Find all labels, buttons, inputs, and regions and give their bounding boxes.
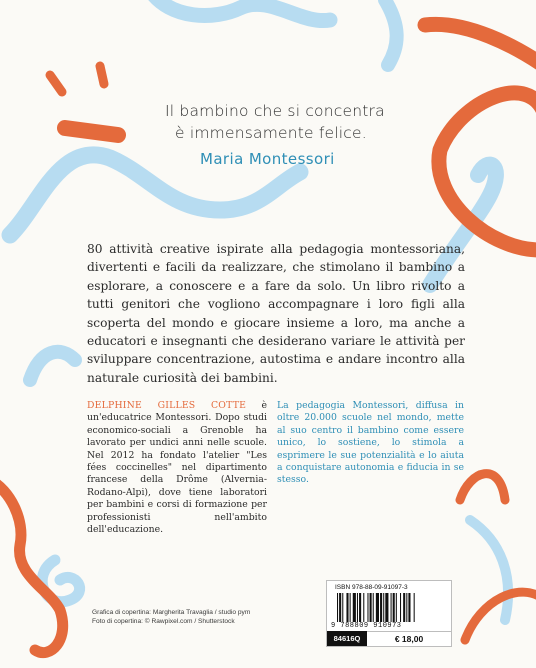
- orange-mark-left-2: [100, 66, 104, 84]
- orange-arc-mid-right: [460, 474, 505, 500]
- quote-line-2: è immensamente felice.: [175, 124, 367, 142]
- blue-swoosh-bottom-left: [30, 352, 75, 380]
- barcode-bar: [370, 593, 372, 622]
- barcode-bar: [383, 593, 384, 622]
- barcode-bar: [400, 593, 401, 622]
- barcode-bar: [380, 593, 382, 622]
- barcode-bar: [408, 593, 410, 622]
- main-description: 80 attività creative ispirate alla pedagogia montessoriana, divertenti e facili da realizzare, che stimolano il bambino a esplorare, a conoscere e a fare da solo. Un libro rivolto a tutti genitori che vogliono accompagnare i loro figli alla scoperta del mondo e giocare insieme a loro, ma anche a educatori e insegnanti che desiderano variare le attività per sviluppare concentrazione, autostima e andare incontro alla naturale curiosità dei bambini.: [87, 242, 465, 385]
- orange-curve-top-right: [425, 24, 536, 70]
- isbn-label: ISBN 978-88-09-91097-3: [335, 584, 408, 591]
- price: € 18,00: [367, 631, 451, 646]
- author-name: DELPHINE GILLES COTTE: [87, 400, 247, 411]
- author-bio: [87, 400, 267, 536]
- barcode-bar: [393, 593, 395, 622]
- barcode-bar: [359, 593, 361, 622]
- barcode-bar: [363, 593, 364, 622]
- barcode-bar: [353, 593, 356, 622]
- barcode-bars: [335, 593, 445, 622]
- quote-author: Maria Montessori: [200, 150, 335, 168]
- barcode-bar: [373, 593, 374, 622]
- barcode-bar: [403, 593, 405, 622]
- product-code: 84616Q: [327, 631, 367, 646]
- barcode-bar: [339, 593, 341, 622]
- barcode-bar: [357, 593, 358, 622]
- quote-line-1: Il bambino che si concentra: [165, 102, 385, 120]
- credit-graphics: Grafica di copertina: Margherita Travaglia / studio pym: [92, 609, 251, 616]
- barcode-bar: [376, 593, 379, 622]
- barcode-bar: [337, 593, 338, 622]
- barcode-bar: [367, 593, 368, 622]
- orange-curve-bottom-right: [465, 592, 536, 640]
- barcode-bar: [346, 593, 348, 622]
- blue-squiggle-top-right: [385, 0, 397, 65]
- author-bio-text: è un'educatrice Montessori. Dopo studi economico-sociali a Grenoble ha lavorato per undici anni nelle scuole. Nel 2012 ha fondato l'atelier "Les fées coccinelles" nel dipartimento francese della Drôme (Alvernia-Rodano-Alpi), dove tiene laboratori per bambini e corsi di formazione per professionisti nell'ambito dell'educazione.: [87, 400, 267, 536]
- barcode-bar: [396, 593, 397, 622]
- quote-text: [165, 100, 425, 144]
- cover-credits: [92, 608, 332, 626]
- barcode-bar: [350, 593, 351, 622]
- orange-mark-left-1: [50, 75, 62, 92]
- barcode-bar: [406, 593, 407, 622]
- barcode-bar: [342, 593, 343, 622]
- blue-squiggle-top: [150, 0, 330, 21]
- credit-photo: Foto di copertina: © Rawpixel.com / Shutterstock: [92, 618, 235, 625]
- barcode-bar: [385, 593, 388, 622]
- barcode-bar: [414, 593, 415, 622]
- barcode-bar: [391, 593, 392, 622]
- orange-mark-top: [65, 128, 118, 135]
- price-bar: [327, 631, 451, 646]
- barcode-box: [326, 580, 452, 647]
- montessori-blurb: La pedagogia Montessori, diffusa in oltre 20.000 scuole nel mondo, mette al suo centro il bambino come essere unico, lo sostiene, lo stimola a esprimere le sue potenzialità e lo aiuta a conquistare autonomia e fiducia in se stesso.: [277, 400, 464, 486]
- ean-digits: 9 788809 910973: [331, 622, 402, 630]
